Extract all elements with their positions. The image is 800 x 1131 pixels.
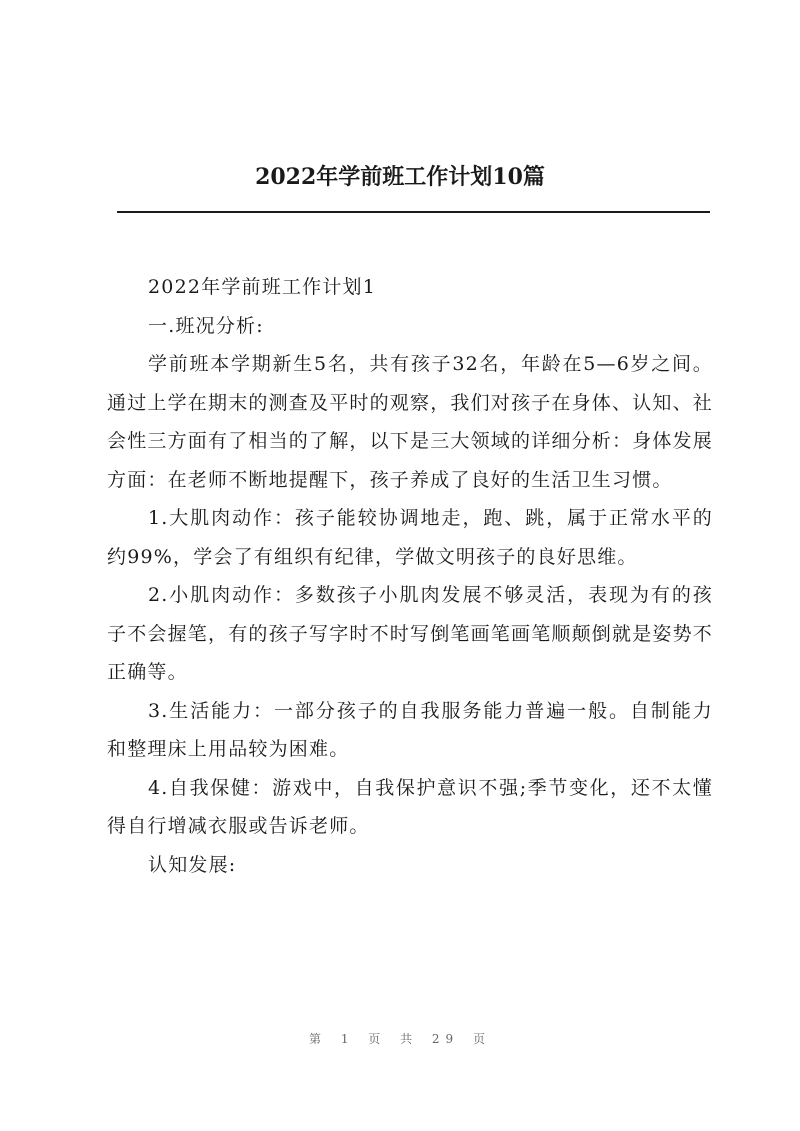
paragraph: 1.大肌肉动作：孩子能较协调地走，跑、跳，属于正常水平的约99%，学会了有组织有纪律，学做文明孩子的良好思维。 xyxy=(107,507,713,568)
document-body xyxy=(107,268,713,884)
section-heading: 2022年学前班工作计划1 xyxy=(148,276,377,298)
subsection-heading: 认知发展: xyxy=(148,853,237,876)
paragraph: 学前班本学期新生5名，共有孩子32名，年龄在5—6岁之间。通过上学在期末的测查及平时的观察，我们对孩子在身体、认知、社会性三方面有了相当的了解，以下是三大领域的详细分析：身体发展方面：在老师不断地提醒下，孩子养成了良好的生活卫生习惯。 xyxy=(107,353,714,491)
subsection-heading: 一.班况分析: xyxy=(148,314,264,337)
title-divider xyxy=(117,211,710,213)
paragraph: 2.小肌肉动作：多数孩子小肌肉发展不够灵活，表现为有的孩子不会握笔，有的孩子写字时不时写倒笔画笔画笔顺颠倒就是姿势不正确等。 xyxy=(107,584,714,683)
page-footer: 第 1 页 共 29 页 xyxy=(309,1032,491,1046)
paragraph: 4.自我保健：游戏中，自我保护意识不强;季节变化，还不太懂得自行增减衣服或告诉老师。 xyxy=(107,776,713,837)
paragraph: 3.生活能力：一部分孩子的自我服务能力普遍一般。自制能力和整理床上用品较为困难。 xyxy=(107,699,713,760)
page-title: 2022年学前班工作计划10篇 xyxy=(255,164,545,190)
